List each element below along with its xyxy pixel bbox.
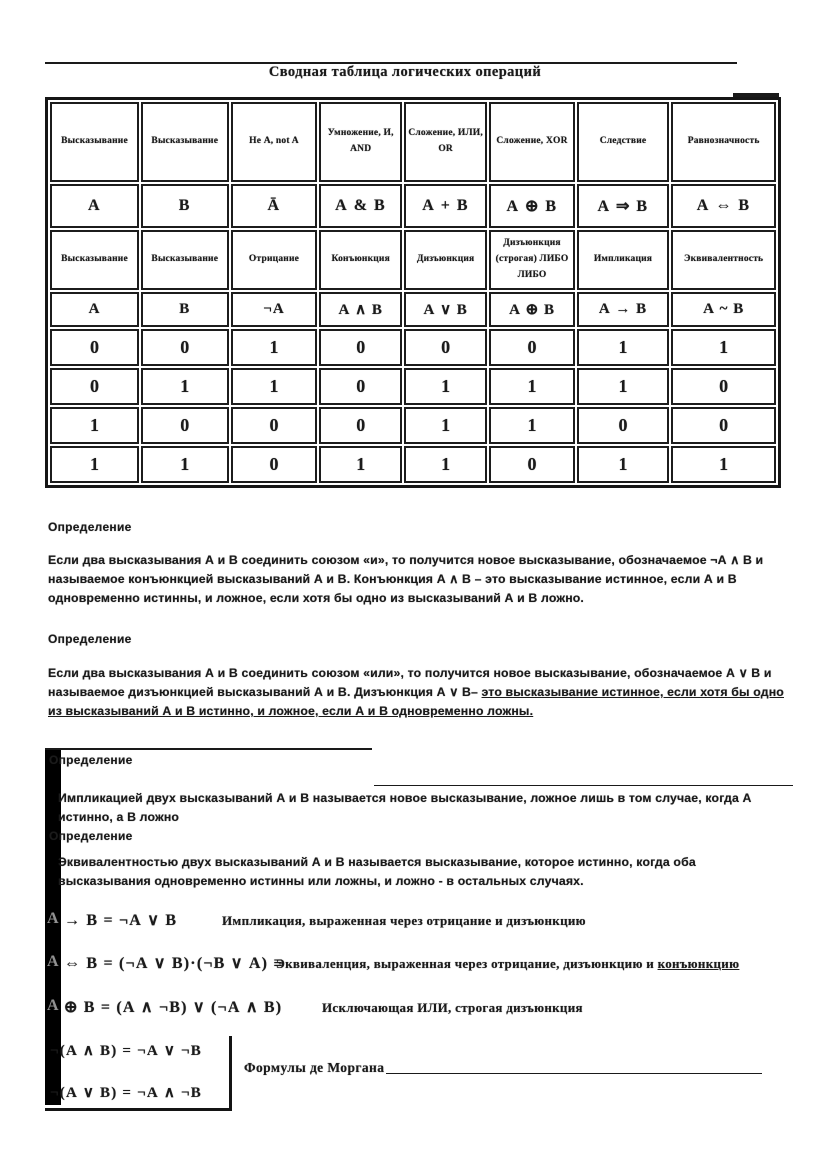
page-title: Сводная таблица логических операций: [268, 64, 542, 80]
definition-body-equivalence: Эквивалентностью двух высказываний А и В называется высказывание, которое истинно, когда оба высказывания одновременно истинны или ложны, и ложно - в остальных случаях.: [58, 855, 696, 889]
de-morgan-label-row: [244, 1060, 762, 1076]
table-row: [50, 292, 776, 327]
truth-cell: 1: [404, 446, 487, 483]
formula-lead-letter: А: [47, 953, 59, 970]
header-cell: Эквивалентность: [671, 230, 776, 290]
truth-cell: 1: [671, 446, 776, 483]
separator-line: [45, 748, 372, 750]
header-cell: Высказывание: [141, 102, 229, 182]
truth-cell: 1: [404, 407, 487, 444]
truth-cell: 1: [577, 446, 670, 483]
symbol-cell: В: [141, 184, 229, 228]
symbol-cell: А ∧ В: [319, 292, 402, 327]
truth-cell: 0: [141, 407, 229, 444]
header-cell: Умножение, И, AND: [319, 102, 402, 182]
header-cell: Дизъюнкция (строгая) ЛИБО ЛИБО: [489, 230, 574, 290]
truth-cell: 1: [50, 446, 139, 483]
de-morgan-formula-1: ¬(А ∧ В) = ¬А ∨ ¬В: [50, 1043, 202, 1059]
xor-caption: Исключающая ИЛИ, строгая дизъюнкция: [322, 1000, 583, 1015]
truth-cell: 1: [404, 368, 487, 405]
logic-operations-table: [45, 97, 781, 488]
symbol-cell: А ⊕ В: [489, 292, 574, 327]
truth-cell: 1: [231, 329, 318, 366]
de-morgan-label: Формулы де Моргана: [244, 1060, 385, 1075]
symbol-cell: В: [141, 292, 229, 327]
header-cell: Дизъюнкция: [404, 230, 487, 290]
caption-text: Эквиваленция, выраженная через отрицание, дизъюнкцию и: [276, 956, 658, 971]
equivalence-formula: ⇔ В = (¬А ∨ В)·(¬В ∨ А) ≡: [64, 955, 284, 972]
truth-cell: 1: [319, 446, 402, 483]
truth-cell: 1: [50, 407, 139, 444]
truth-cell: 0: [319, 368, 402, 405]
caption-underlined-text: конъюнкцию: [657, 956, 740, 971]
symbol-cell: А: [50, 292, 139, 327]
definition-heading: Определение: [49, 753, 133, 767]
truth-cell: 1: [577, 368, 670, 405]
implication-formula: → В = ¬А ∨ В: [64, 912, 178, 929]
header-cell: Равнозначность: [671, 102, 776, 182]
table-row: [50, 230, 776, 290]
truth-cell: 0: [319, 329, 402, 366]
header-cell: Конъюнкция: [319, 230, 402, 290]
definition-heading: Определение: [48, 632, 132, 646]
truth-cell: 0: [489, 446, 574, 483]
header-cell: Высказывание: [50, 230, 139, 290]
header-cell: Не А, not A: [231, 102, 318, 182]
symbol-cell: А → В: [577, 292, 670, 327]
truth-cell: 0: [231, 407, 318, 444]
truth-cell: 0: [671, 368, 776, 405]
truth-cell: 1: [141, 446, 229, 483]
truth-cell: 0: [50, 368, 139, 405]
symbol-cell: А: [50, 184, 139, 228]
truth-cell: 1: [141, 368, 229, 405]
definition-body-underlined-text: это высказывание истинное, если хотя бы одно из высказываний А и В истинно, и ложное, если А и В одновременно ложны.: [48, 685, 784, 719]
truth-cell: 1: [231, 368, 318, 405]
formula-lead-letter: А: [47, 997, 59, 1014]
header-cell: Сложение, XOR: [489, 102, 574, 182]
formula-lead-letter: А: [47, 910, 59, 927]
symbol-cell: А + В: [404, 184, 487, 228]
symbol-cell: ¬А: [231, 292, 318, 327]
symbol-cell: А ⇒ В: [577, 184, 670, 228]
truth-cell: 0: [231, 446, 318, 483]
truth-cell: 0: [404, 329, 487, 366]
symbol-cell: А ~ В: [671, 292, 776, 327]
symbol-cell: А ∨ В: [404, 292, 487, 327]
separator-line: [374, 785, 793, 786]
table-row: [50, 184, 776, 228]
header-cell: Импликация: [577, 230, 670, 290]
table-row: [50, 446, 776, 483]
symbol-cell: Ā: [231, 184, 318, 228]
header-cell: Следствие: [577, 102, 670, 182]
header-cell: Отрицание: [231, 230, 318, 290]
header-cell: Высказывание: [50, 102, 139, 182]
trailing-rule-line: [386, 1073, 762, 1074]
truth-cell: 0: [319, 407, 402, 444]
truth-cell: 0: [50, 329, 139, 366]
definition-body-conjunction: Если два высказывания А и В соединить союзом «и», то получится новое высказывание, обозначаемое ¬А ∧ В и называемое конъюнкцией высказываний А и В. Конъюнкция А ∧ В – это высказывание истинное, если А и В одновременно истинны, и ложное, если хотя бы одно из высказываний А и В ложно.: [48, 553, 764, 606]
truth-cell: 0: [141, 329, 229, 366]
definition-heading: Определение: [49, 829, 133, 843]
definition-heading: Определение: [48, 520, 132, 534]
definition-body-text: Если два высказывания А и В соединить союзом «или», то получится новое высказывание, обозначаемое А ∨ В и называемое дизъюнкцией высказываний А и В. Дизъюнкция А ∨ В–: [48, 666, 772, 700]
symbol-cell: А ⊕ В: [489, 184, 574, 228]
truth-cell: 1: [489, 407, 574, 444]
definition-body-implication: Импликацией двух высказываний А и В называется новое высказывание, ложное лишь в том случае, когда А истинно, а В ложно: [58, 791, 752, 825]
truth-cell: 0: [489, 329, 574, 366]
symbol-cell: А & В: [319, 184, 402, 228]
symbol-cell: А ⇔ В: [671, 184, 776, 228]
table-row: [50, 329, 776, 366]
implication-caption: Импликация, выраженная через отрицание и дизъюнкцию: [222, 913, 586, 928]
de-morgan-formula-2: ¬(А ∨ В) = ¬А ∧ ¬В: [50, 1085, 202, 1101]
definition-body-disjunction: [48, 664, 800, 721]
truth-cell: 0: [577, 407, 670, 444]
truth-cell: 1: [489, 368, 574, 405]
truth-cell: 1: [671, 329, 776, 366]
table-row: [50, 368, 776, 405]
table-row: [50, 407, 776, 444]
truth-cell: 1: [577, 329, 670, 366]
header-cell: Высказывание: [141, 230, 229, 290]
table-row: [50, 102, 776, 182]
equivalence-caption: [276, 956, 739, 972]
truth-cell: 0: [671, 407, 776, 444]
xor-formula: ⊕ В = (А ∧ ¬В) ∨ (¬А ∧ В): [64, 999, 283, 1016]
header-cell: Сложение, ИЛИ, OR: [404, 102, 487, 182]
